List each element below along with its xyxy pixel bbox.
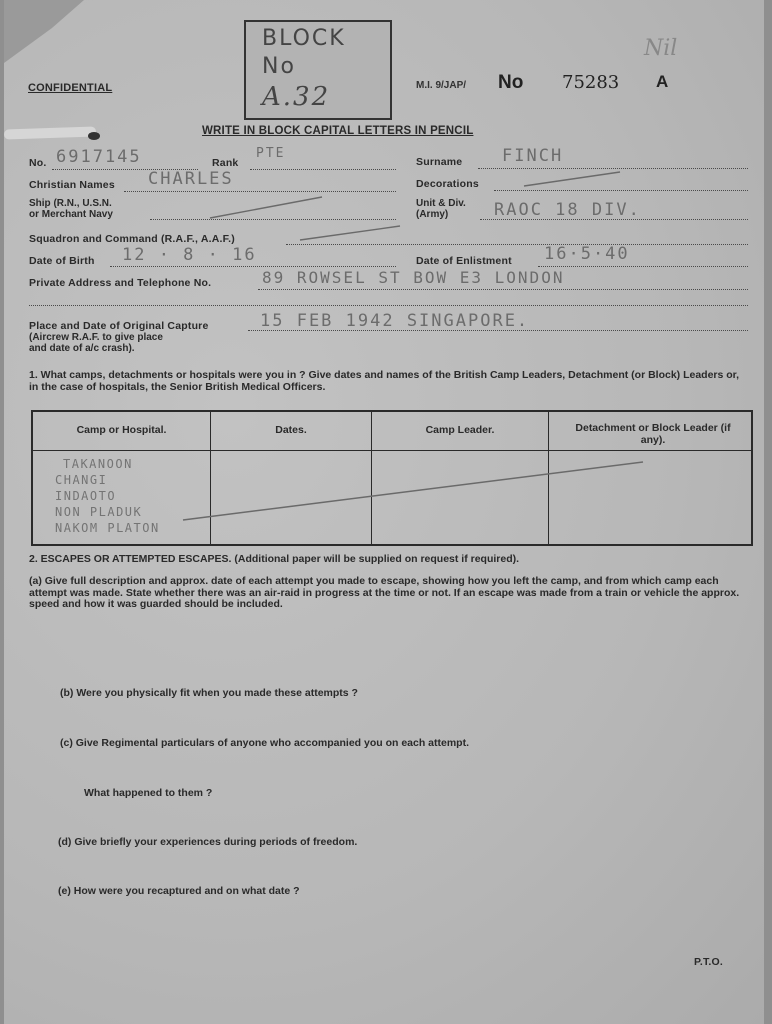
rank-label: Rank (212, 157, 239, 169)
question-1-text: 1. What camps, detachments or hospitals were you in ? Give dates and names of the British Camp Leaders, Detachment (or Block) Leaders or, in the case of hospitals, the Senior British Medical Officers. (29, 369, 740, 393)
stamp-block-text: BLOCK (262, 26, 346, 51)
form-suffix: A (656, 72, 669, 91)
christian-names-label: Christian Names (29, 179, 115, 191)
dob-value: 12 · 8 · 16 (122, 245, 257, 265)
decorations-label: Decorations (416, 178, 479, 190)
handwritten-nil: Nil (644, 36, 678, 61)
capture-label-1: Place and Date of Original Capture (29, 320, 209, 332)
rank-value: PTE (256, 146, 286, 161)
no-label: No. (29, 157, 47, 169)
camp-entry-3: INDAOTO (55, 489, 117, 503)
enlistment-label: Date of Enlistment (416, 255, 512, 267)
question-2e-text: (e) How were you recaptured and on what date ? (58, 885, 300, 897)
form-code: M.I. 9/JAP/ (416, 80, 467, 91)
form-number: 75283 (562, 72, 620, 93)
pto-label: P.T.O. (694, 956, 724, 968)
capture-label-3: and date of a/c crash). (29, 343, 135, 354)
capture-value: 15 FEB 1942 SINGAPORE. (260, 311, 530, 331)
question-2c-text: (c) Give Regimental particulars of anyone who accompanied you on each attempt. (60, 737, 470, 749)
unit-label-2: (Army) (416, 209, 449, 220)
unit-label-1: Unit & Div. (416, 198, 466, 209)
dob-label: Date of Birth (29, 255, 95, 267)
table-header-dates: Dates. (275, 424, 307, 436)
ship-label-2: or Merchant Navy (29, 209, 113, 220)
camp-entry-2: CHANGI (55, 473, 108, 487)
surname-value: FINCH (502, 146, 564, 166)
address-value: 89 ROWSEL ST BOW E3 LONDON (262, 268, 565, 287)
strike-line (33, 412, 747, 540)
address-label: Private Address and Telephone No. (29, 277, 212, 289)
number-symbol: No (498, 72, 524, 93)
stamp-number: A.32 (262, 82, 331, 112)
table-header-camp-leader: Camp Leader. (425, 424, 495, 436)
question-2-heading: 2. ESCAPES OR ATTEMPTED ESCAPES. (Additional paper will be supplied on request if required). (29, 553, 520, 565)
capture-label-2: (Aircrew R.A.F. to give place (29, 332, 163, 343)
form-page (4, 0, 764, 1024)
no-value: 6917145 (56, 147, 142, 167)
surname-label: Surname (416, 156, 463, 168)
squadron-label: Squadron and Command (R.A.F., A.A.F.) (29, 233, 235, 245)
unit-value: RAOC 18 DIV. (494, 200, 641, 220)
question-2c-follow: What happened to them ? (84, 787, 213, 799)
stamp-no-text: No (262, 54, 296, 79)
enlistment-value: 16·5·40 (544, 244, 630, 264)
camps-table (31, 410, 753, 546)
confidential-label: CONFIDENTIAL (28, 82, 113, 94)
instruction-heading: WRITE IN BLOCK CAPITAL LETTERS IN PENCIL (202, 125, 474, 137)
camp-entry-5: NAKOM PLATON (55, 521, 160, 535)
camp-entry-1: TAKANOON (63, 457, 133, 471)
table-header-camp: Camp or Hospital. (76, 424, 167, 436)
question-2d-text: (d) Give briefly your experiences during periods of freedom. (58, 836, 358, 848)
table-header-block-leader: Detachment or Block Leader (if any). (575, 422, 731, 446)
pencil-marks (4, 0, 764, 260)
question-2a-text: (a) Give full description and approx. date of each attempt you made to escape, showing how you left the camp, and from which camp each attempt was made. State whether there was an air-raid in progress at the time or not. If an escape was made from a train or vehicle the approx. speed and how it was guarded should be included. (29, 575, 740, 610)
ship-label-1: Ship (R.N., U.S.N. (29, 198, 112, 209)
camp-entry-4: NON PLADUK (55, 505, 143, 519)
question-2b-text: (b) Were you physically fit when you made these attempts ? (60, 687, 358, 699)
christian-names-value: CHARLES (148, 169, 234, 189)
